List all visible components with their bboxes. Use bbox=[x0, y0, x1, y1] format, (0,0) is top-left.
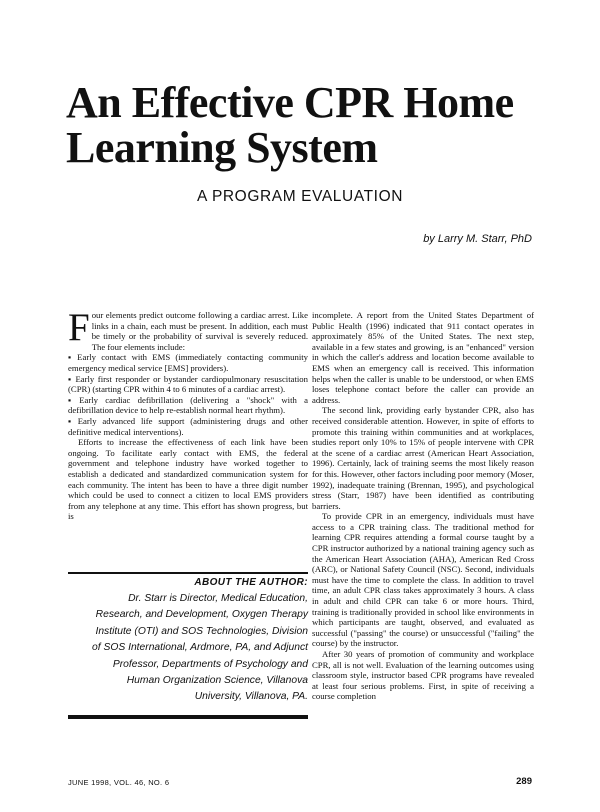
intro-paragraph bbox=[68, 306, 308, 352]
list-item: ▪ Early advanced life support (administering drugs and other definitive medical interventions). bbox=[68, 416, 308, 437]
page-number: 289 bbox=[516, 776, 532, 787]
about-author-box bbox=[68, 572, 308, 706]
list-item: ▪ Early cardiac defibrillation (delivering a "shock" with a defibrillation device to help re-establish normal heart rhythm). bbox=[68, 395, 308, 416]
about-line: Research, and Development, Oxygen Therapy bbox=[95, 609, 308, 621]
article-title bbox=[66, 80, 566, 170]
about-line: Institute (OTI) and SOS Technologies, Division bbox=[95, 625, 308, 637]
list-item: ▪ Early first responder or bystander cardiopulmonary resuscitation (CPR) (starting CPR within 4 to 6 minutes of a cardiac arrest). bbox=[68, 374, 308, 395]
intro-text: our elements predict outcome following a cardiac arrest. Like links in a chain, each must be present. In addition, each must be timely or the probability of survival is severely reduced. The four elements include: bbox=[91, 310, 308, 352]
about-author-body bbox=[68, 591, 308, 706]
left-column bbox=[68, 306, 308, 522]
body-paragraph: incomplete. A report from the United States Department of Public Health (1996) indicated that 911 contact operates in approximately 85% of the United States. The next step, available in a few states and growing, is an "enhanced" version in which the caller's address and location become available to EMS when an emergency call is received. This information helps when the caller is unable to be understood, or when EMS loses telephone contact before the caller can provide an address. bbox=[312, 310, 534, 405]
about-line: Dr. Starr is Director, Medical Education, bbox=[128, 593, 308, 604]
about-line: Professor, Departments of Psychology and bbox=[112, 658, 308, 670]
about-author-rule bbox=[68, 715, 308, 719]
journal-info: JUNE 1998, VOL. 46, NO. 6 bbox=[68, 778, 170, 787]
body-paragraph: After 30 years of promotion of community and workplace CPR, all is not well. Evaluation of the learning outcomes using classroom style, instructor based CPR programs have revealed at least four serious problems. First, in spite of receiving a course completion bbox=[312, 649, 534, 702]
elements-list bbox=[68, 352, 308, 437]
drop-cap: F bbox=[68, 306, 90, 349]
right-column bbox=[312, 310, 534, 702]
byline: by Larry M. Starr, PhD bbox=[423, 233, 532, 245]
article-subtitle: A PROGRAM EVALUATION bbox=[196, 188, 404, 205]
about-author-heading: ABOUT THE AUTHOR: bbox=[68, 572, 308, 588]
title-line-2: Learning System bbox=[66, 123, 378, 172]
body-paragraph: Efforts to increase the effectiveness of each link have been ongoing. To facilitate early contact with EMS, the federal government and telephone industry have worked together to establish a dedicated and standardized communication system for each community. The intent has been to have a three digit number which could be used to connect a citizen to local EMS providers from any telephone at any time. This effort has shown progress, but is bbox=[68, 437, 308, 522]
title-line-1: An Effective CPR Home bbox=[66, 78, 514, 127]
about-line: of SOS International, Ardmore, PA, and Adjunct bbox=[92, 642, 308, 654]
about-line: Human Organization Science, Villanova bbox=[126, 675, 308, 687]
about-line: University, Villanova, PA. bbox=[194, 691, 308, 703]
body-paragraph: To provide CPR in an emergency, individuals must have access to a CPR training class. The traditional method for learning CPR requires attending a formal course taught by a CPR instructor authorized by a national training agency such as the American Heart Association (AHA), American Red Cross (ARC), or National Safety Council (NSC). Second, individuals must have the time to complete the class. In addition to travel time, an adult CPR class takes approximately 3 hours. A class in adult and child CPR can take 6 or more hours. Third, training is traditionally provided in school like environments in which participants are taught, observed, and evaluated as successful ("passing" the course) or unsuccessful ("failing" the course) by the instructor. bbox=[312, 511, 534, 649]
list-item: ▪ Early contact with EMS (immediately contacting community emergency medical service [EMS] providers). bbox=[68, 352, 308, 373]
body-paragraph: The second link, providing early bystander CPR, also has received considerable attention. However, in spite of efforts to promote this training within communities and at workplaces, studies report only 10% to 15% of people intervene with CPR at the scene of a cardiac arrest (American Heart Association, 1996). Certainly, lack of training seems the most likely reason for this. However, other factors including poor memory (Moser, 1992), inadequate training (Brennan, 1995), and psychological stress (Starr, 1987) have been identified as contributing barriers. bbox=[312, 405, 534, 511]
